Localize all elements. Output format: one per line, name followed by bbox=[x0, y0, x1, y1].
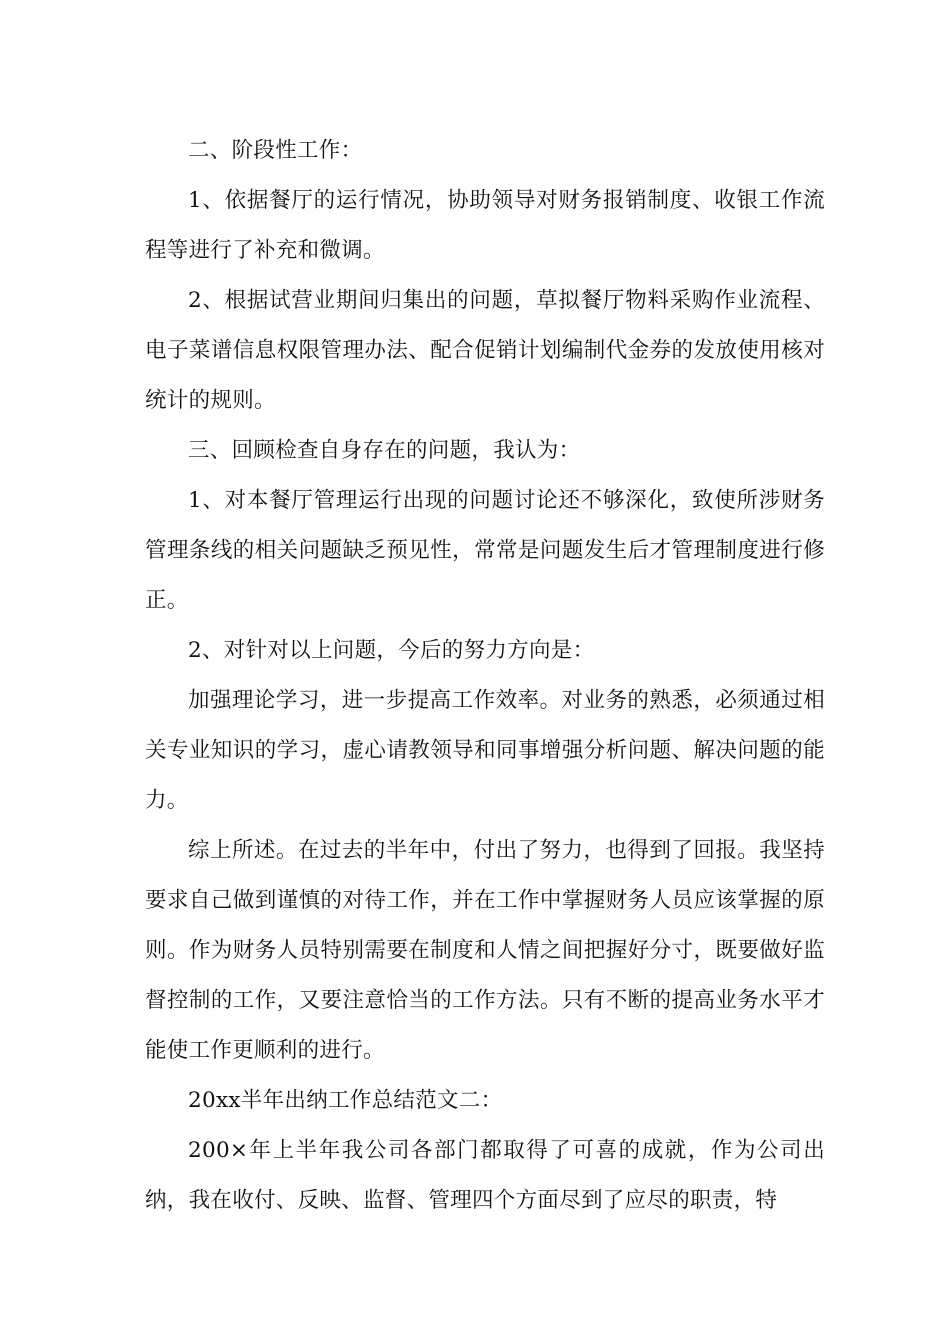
paragraph-item-1: 1、依据餐厅的运行情况，协助领导对财务报销制度、收银工作流程等进行了补充和微调。 bbox=[145, 188, 825, 263]
paragraph-item-2: 2、根据试营业期间归集出的问题，草拟餐厅物料采购作业流程、电子菜谱信息权限管理办法、配合促销计划编制代金券的发放使用核对统计的规则。 bbox=[145, 288, 825, 413]
section-heading-sample-two: 20xx半年出纳工作总结范文二： bbox=[188, 1088, 503, 1113]
paragraph-improvement: 加强理论学习，进一步提高工作效率。对业务的熟悉，必须通过相关专业知识的学习，虚心请教领导和同事增强分析问题、解决问题的能力。 bbox=[145, 688, 825, 813]
section-heading-stage-work: 二、阶段性工作： bbox=[188, 138, 363, 163]
document-body bbox=[145, 126, 825, 1226]
paragraph-summary: 综上所述。在过去的半年中，付出了努力，也得到了回报。我坚持要求自己做到谨慎的对待工作，并在工作中掌握财务人员应该掌握的原则。作为财务人员特别需要在制度和人情之间把握好分寸，既要做好监督控制的工作，又要注意恰当的工作方法。只有不断的提高业务水平才能使工作更顺利的进行。 bbox=[145, 838, 825, 1063]
paragraph-review-item-1: 1、对本餐厅管理运行出现的问题讨论还不够深化，致使所涉财务管理条线的相关问题缺乏预见性，常常是问题发生后才管理制度进行修正。 bbox=[145, 488, 825, 613]
section-heading-review: 三、回顾检查自身存在的问题，我认为： bbox=[188, 438, 581, 463]
paragraph-review-item-2: 2、对针对以上问题，今后的努力方向是： bbox=[188, 638, 595, 663]
paragraph-sample-two-intro: 200×年上半年我公司各部门都取得了可喜的成就，作为公司出纳，我在收付、反映、监督、管理四个方面尽到了应尽的职责，特 bbox=[145, 1138, 825, 1213]
